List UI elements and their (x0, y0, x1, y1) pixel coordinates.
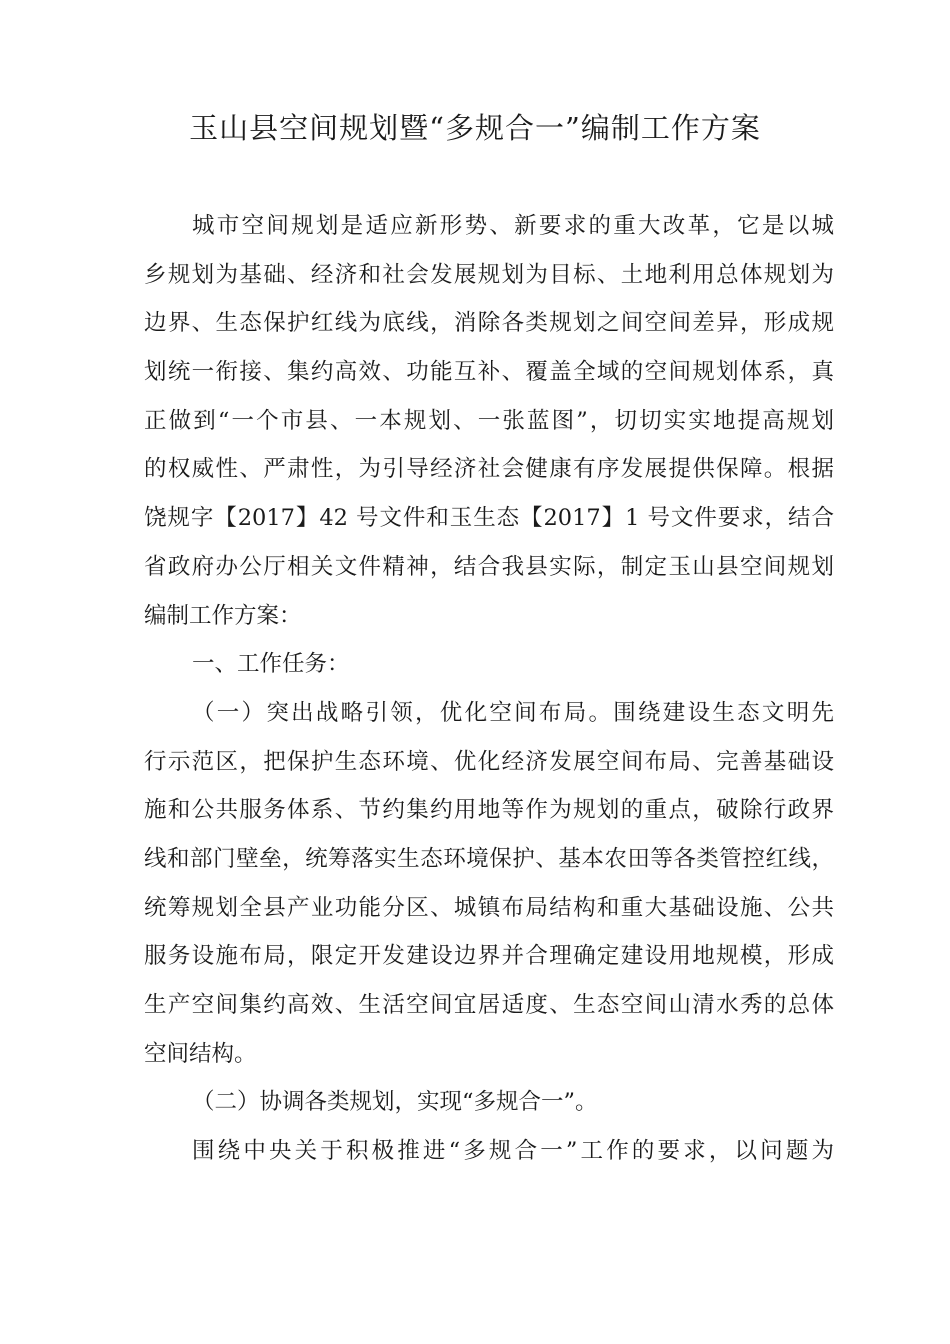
paragraph-line: 城市空间规划是适应新形势、新要求的重大改革，它是以城 (192, 213, 834, 239)
paragraph-line: 空间结构。 (144, 1040, 257, 1067)
paragraph-line: 线和部门壁垒，统筹落实生态环境保护、基本农田等各类管控红线， (144, 845, 834, 872)
paragraph-line: 的权威性、严肃性，为引导经济社会健康有序发展提供保障。根据 (144, 456, 834, 483)
paragraph-line: 边界、生态保护红线为底线，消除各类规划之间空间差异，形成规 (144, 310, 834, 337)
section-heading: 一、工作任务： (192, 651, 350, 678)
paragraph-line: （一）突出战略引领，优化空间布局。围绕建设生态文明先 (192, 699, 834, 726)
paragraph-line: 划统一衔接、集约高效、功能互补、覆盖全域的空间规划体系，真 (144, 359, 834, 386)
document-body (144, 202, 834, 1176)
paragraph-line: 省政府办公厅相关文件精神，结合我县实际，制定玉山县空间规划 (144, 553, 834, 580)
document-title: 玉山县空间规划暨“多规合一”编制工作方案 (189, 111, 761, 145)
paragraph-line: 编制工作方案： (144, 602, 302, 629)
paragraph-line: 施和公共服务体系、节约集约用地等作为规划的重点，破除行政界 (144, 797, 834, 824)
paragraph-line: 乡规划为基础、经济和社会发展规划为目标、土地利用总体规划为 (144, 261, 834, 288)
paragraph-line: 统筹规划全县产业功能分区、城镇布局结构和重大基础设施、公共 (144, 894, 834, 921)
paragraph-line: 正做到“一个市县、一本规划、一张蓝图”，切切实实地提高规划 (144, 407, 834, 434)
paragraph-line: 生产空间集约高效、生活空间宜居适度、生态空间山清水秀的总体 (144, 992, 834, 1018)
paragraph-line: 饶规字【2017】42 号文件和玉生态【2017】1 号文件要求，结合 (144, 505, 834, 532)
paragraph-line: 行示范区，把保护生态环境、优化经济发展空间布局、完善基础设 (144, 748, 834, 775)
subsection-heading: （二）协调各类规划，实现“多规合一”。 (192, 1089, 598, 1116)
paragraph-line: 围绕中央关于积极推进“多规合一”工作的要求，以问题为 (192, 1138, 834, 1165)
paragraph-line: 服务设施布局，限定开发建设边界并合理确定建设用地规模，形成 (144, 943, 834, 970)
